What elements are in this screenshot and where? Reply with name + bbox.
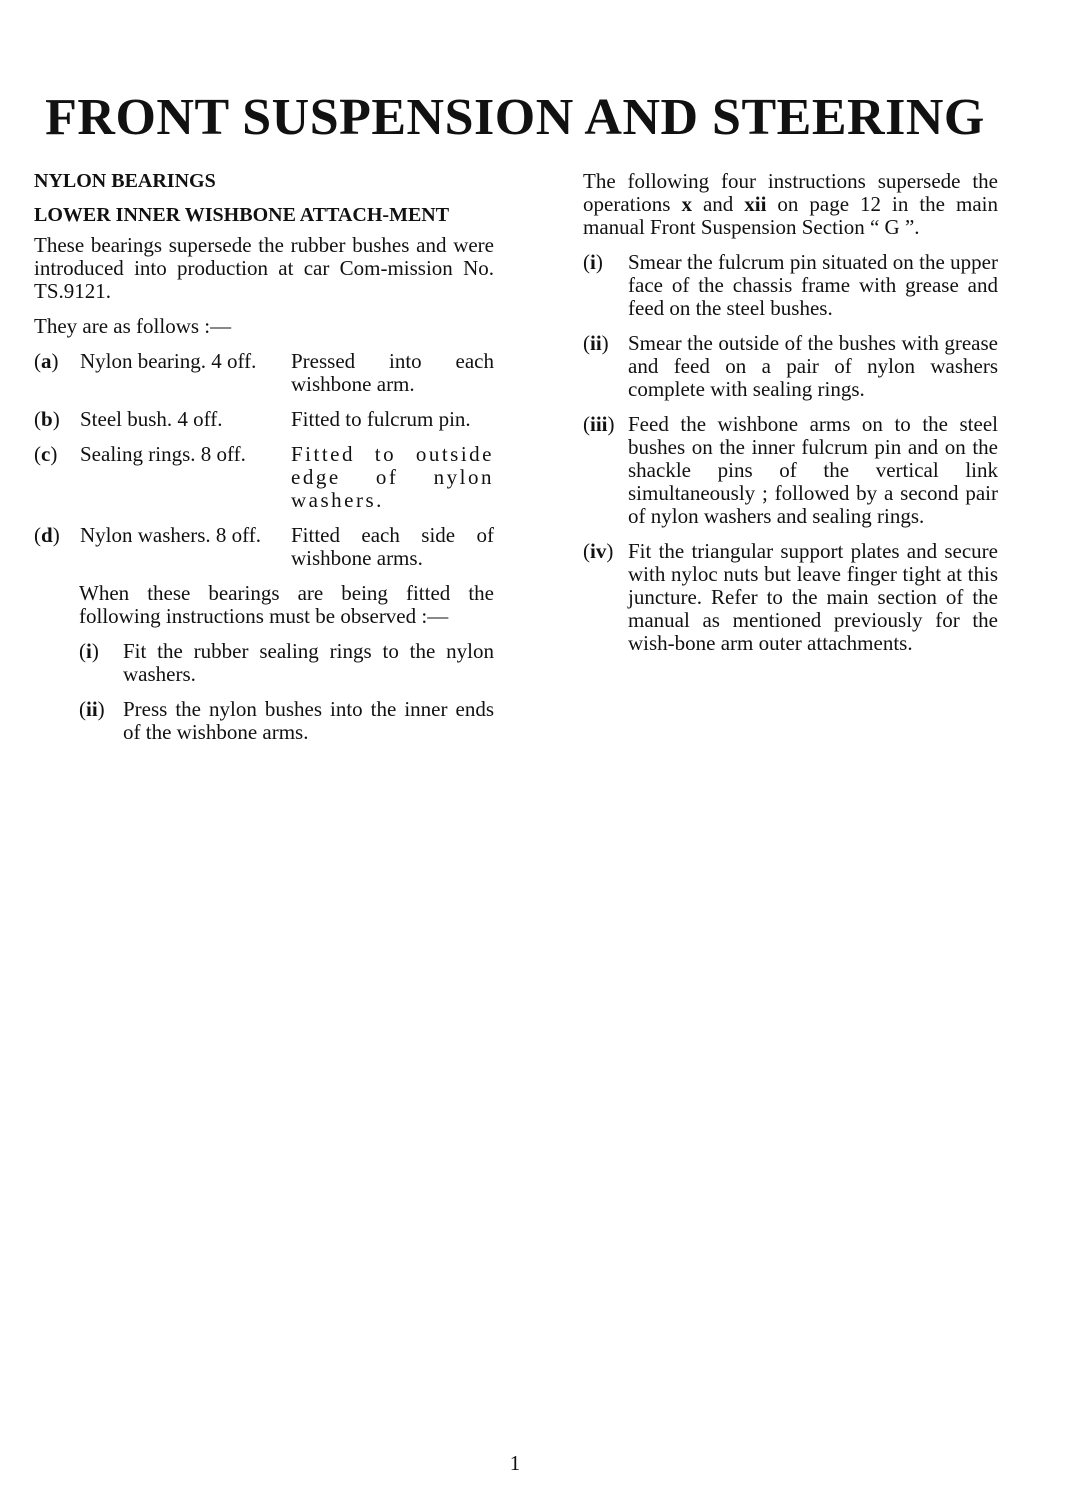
instruction-step-i: [583, 251, 998, 320]
page-number: 1: [509, 1451, 521, 1475]
step-text: Feed the wishbone arms on to the steel bushes on the inner fulcrum pin and on the shackle pins of the vertical link simultaneously ; followed by a second pair of nylon washers and sealing rings.: [628, 412, 998, 528]
step-text: Smear the outside of the bushes with grease and feed on a pair of nylon washers complete with sealing rings.: [628, 331, 998, 401]
spec-note: Fitted to fulcrum pin.: [291, 407, 471, 431]
step-text: Fit the rubber sealing rings to the nylon washers.: [123, 639, 494, 686]
spec-row-b: [34, 408, 494, 431]
fitting-intro: When these bearings are being fitted the following instructions must be observed :—: [79, 581, 494, 628]
spec-note: Fitted each side of wishbone arms.: [291, 523, 494, 570]
intro-paragraph: These bearings supersede the rubber bushes and were introduced into production at car Com-mission No. TS.9121.: [34, 233, 494, 303]
fitting-instructions: [79, 582, 494, 744]
fitting-step-ii: [79, 698, 494, 744]
spec-item: Steel bush. 4 off.: [80, 407, 223, 431]
spec-row-d: [34, 524, 494, 570]
step-tag: (iv): [583, 539, 614, 563]
follows-line: They are as follows :—: [34, 314, 232, 338]
page-title: FRONT SUSPENSION AND STEERING: [45, 89, 985, 146]
spec-note: Fitted to outside edge of nylon washers.: [291, 442, 494, 512]
step-text: Fit the triangular support plates and secure with nyloc nuts but leave finger tight at this juncture. Refer to the main section of the manual as mentioned previously for the wish-bone arm outer attachments.: [628, 539, 998, 655]
fitting-step-i: [79, 640, 494, 686]
step-text: Smear the fulcrum pin situated on the upper face of the chassis frame with grease and feed on the steel bushes.: [628, 250, 998, 320]
step-tag: (ii): [79, 697, 105, 721]
supersede-paragraph: The following four instructions supersede the operations x and xii on page 12 in the main manual Front Suspension Section “ G ”.: [583, 169, 998, 239]
spec-row-c: [34, 443, 494, 512]
spec-row-a: [34, 350, 494, 396]
spec-item: Sealing rings. 8 off.: [80, 442, 246, 466]
right-column: [583, 170, 998, 667]
op-xii: xii: [744, 192, 767, 216]
spec-item: Nylon washers. 8 off.: [80, 523, 262, 547]
instruction-step-iii: [583, 413, 998, 528]
instruction-step-iv: [583, 540, 998, 655]
section-heading-lower-inner-wishbone: LOWER INNER WISHBONE ATTACH-MENT: [34, 204, 450, 226]
instruction-step-ii: [583, 332, 998, 401]
step-tag: (ii): [583, 331, 609, 355]
spec-item: Nylon bearing. 4 off.: [80, 349, 257, 373]
step-text: Press the nylon bushes into the inner ends of the wishbone arms.: [123, 697, 494, 744]
step-tag: (i): [79, 639, 99, 663]
spec-tag: (a): [34, 349, 59, 373]
section-heading-nylon-bearings: NYLON BEARINGS: [34, 170, 216, 192]
step-tag: (iii): [583, 412, 615, 436]
step-tag: (i): [583, 250, 603, 274]
spec-tag: (c): [34, 442, 58, 466]
left-column: [34, 170, 494, 756]
op-x: x: [681, 192, 692, 216]
spec-note: Pressed into each wishbone arm.: [291, 349, 494, 396]
spec-tag: (d): [34, 523, 60, 547]
spec-tag: (b): [34, 407, 60, 431]
